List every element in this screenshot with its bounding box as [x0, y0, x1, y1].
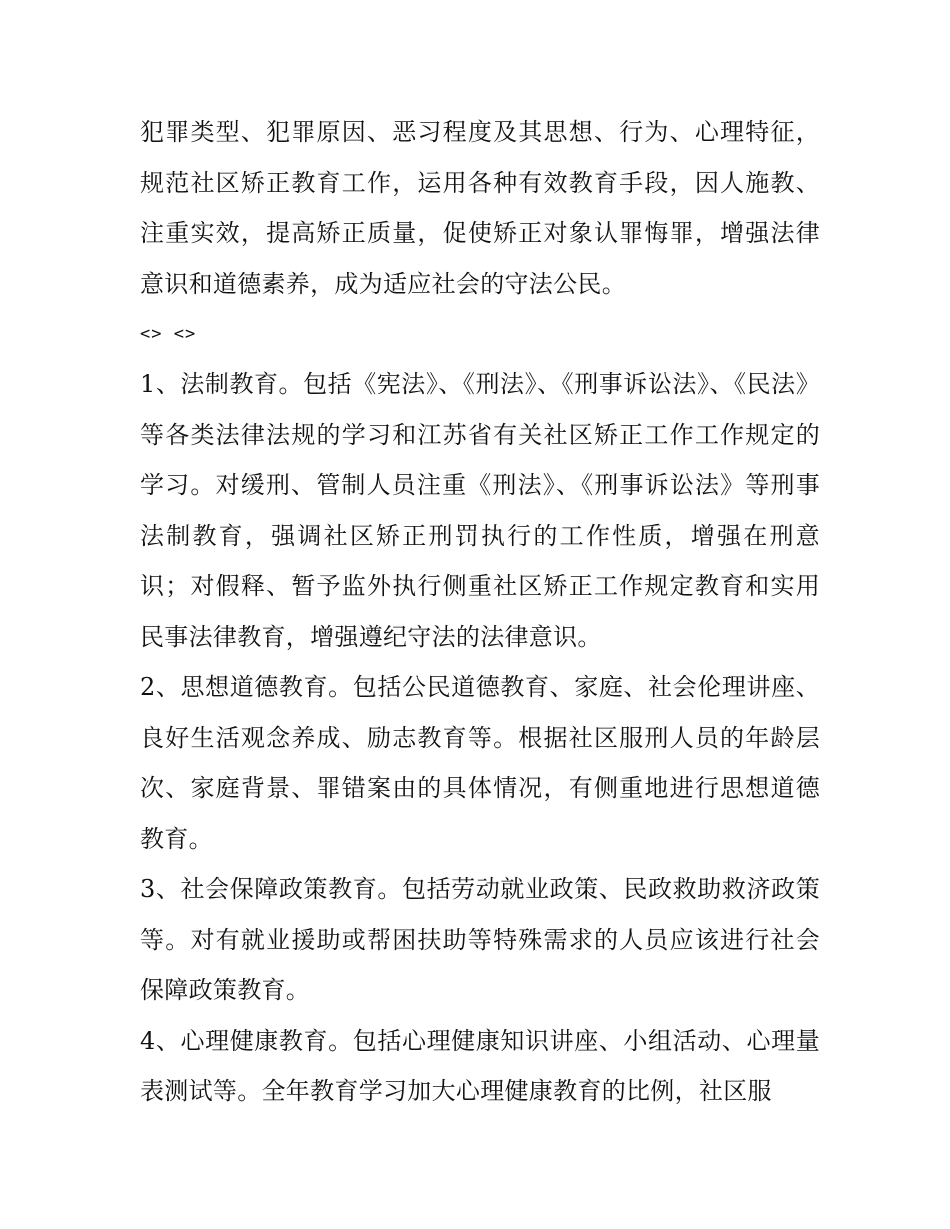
intro-paragraph: 犯罪类型、犯罪原因、恶习程度及其思想、行为、心理特征，规范社区矫正教育工作，运用各种有效教育手段，因人施教、注重实效，提高矫正质量，促使矫正对象认罪悔罪，增强法律意识和道德素养，成为适应社会的守法公民。	[140, 118, 820, 298]
section-legal-education: 1、法制教育。包括《宪法》、《刑法》、《刑事诉讼法》、《民法》等各类法律法规的学习和江苏省有关社区矫正工作工作规定的学习。对缓刑、管制人员注重《刑法》、《刑事诉讼法》等刑事法制教育，强调社区矫正刑罚执行的工作性质，增强在刑意识；对假释、暂予监外执行侧重社区矫正工作规定教育和实用民事法律教育，增强遵纪守法的法律意识。	[140, 370, 820, 651]
document-body	[140, 107, 820, 1117]
section-mental-health-education: 4、心理健康教育。包括心理健康知识讲座、小组活动、心理量表测试等。全年教育学习加大心理健康教育的比例，社区服	[140, 1026, 820, 1105]
placeholder-marker: <> <>	[140, 324, 197, 344]
section-social-security-education: 3、社会保障政策教育。包括劳动就业政策、民政救助救济政策等。对有就业援助或帮困扶助等特殊需求的人员应该进行社会保障政策教育。	[140, 875, 820, 1004]
section-moral-education: 2、思想道德教育。包括公民道德教育、家庭、社会伦理讲座、良好生活观念养成、励志教育等。根据社区服刑人员的年龄层次、家庭背景、罪错案由的具体情况，有侧重地进行思想道德教育。	[140, 673, 820, 853]
